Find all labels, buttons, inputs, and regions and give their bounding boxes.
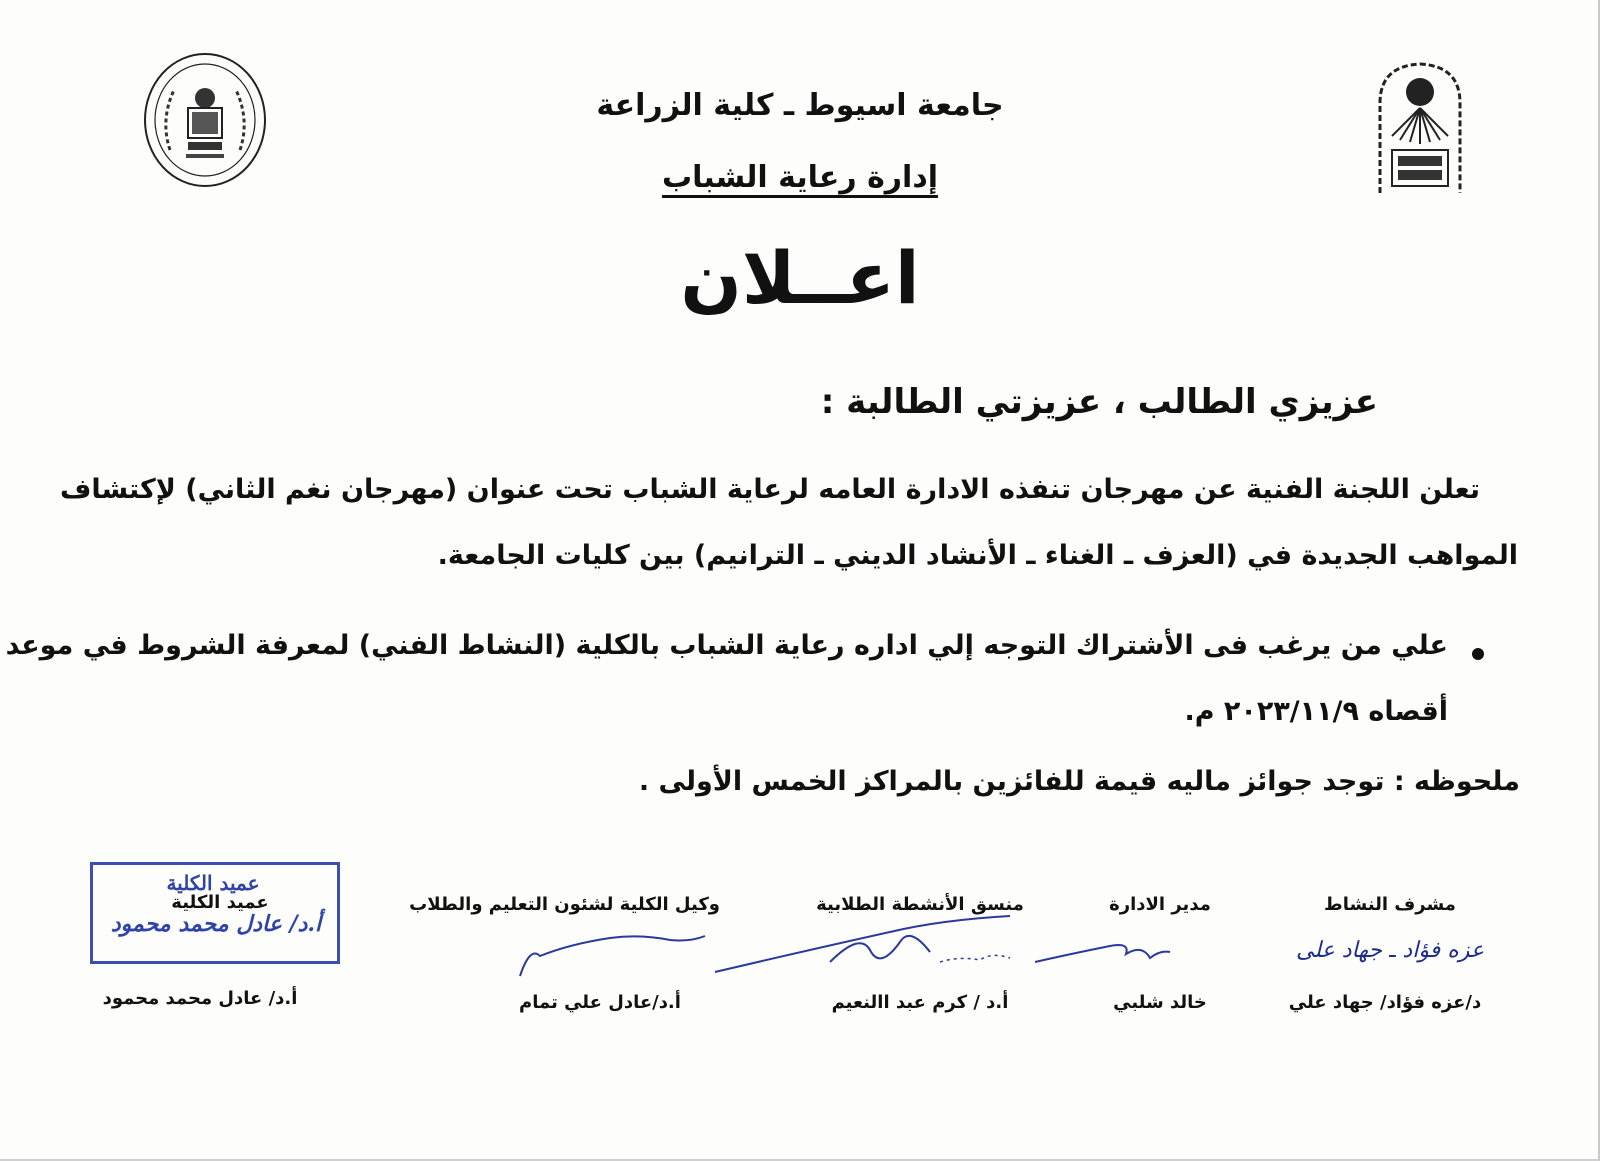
- dean-stamp: [90, 862, 340, 964]
- paragraph-line-1: تعلن اللجنة الفنية عن مهرجان تنفذه الادارة العامه لرعاية الشباب تحت عنوان (مهرجان نغم الثاني) لإكتشاف: [60, 474, 1480, 505]
- stamp-line-1: عميد الكلية: [166, 871, 260, 895]
- announcement-title: اعــلان: [680, 236, 920, 320]
- signature-name-activities-coordinator: أ.د / كرم عبد االنعيم: [831, 992, 1009, 1013]
- signature-scribble-coordinator: [710, 912, 1040, 982]
- assiut-university-logo: [1370, 58, 1470, 198]
- signature-scribble-vice-dean: [510, 926, 710, 986]
- department-heading: إدارة رعاية الشباب: [661, 160, 939, 195]
- note-line: ملحوظه : توجد جوائز ماليه قيمة للفائزين بالمراكز الخمس الأولى .: [638, 766, 1520, 797]
- signature-name-activity-supervisor: د/عزه فؤاد/ جهاد علي: [1288, 992, 1482, 1013]
- stamp-line-2: أ.د/ عادل محمد محمود: [110, 911, 322, 937]
- signature-title-dean: عميد الكلية: [171, 892, 269, 913]
- handwritten-signature-activity-supervisor: عزه فؤاد ـ جهاد على: [1296, 938, 1484, 963]
- paragraph-line-2: المواهب الجديدة في (العزف ـ الغناء ـ الأنشاد الديني ـ الترانيم) بين كليات الجامعة.: [437, 540, 1518, 571]
- signature-title-activity-supervisor: مشرف النشاط: [1324, 894, 1456, 915]
- signature-name-dean: أ.د/ عادل محمد محمود: [102, 988, 298, 1009]
- bullet-line-1: علي من يرغب فى الأشتراك التوجه إلي اداره رعاية الشباب بالكلية (النشاط الفني) لمعرفة الشروط في موعد: [5, 630, 1448, 661]
- bullet-line-2: أقصاه ٢٠٢٣/١١/٩ م.: [1184, 696, 1448, 727]
- greeting-line: عزيزي الطالب ، عزيزتي الطالبة :: [820, 382, 1378, 422]
- signature-title-activities-coordinator: منسق الأنشطة الطلابية: [816, 894, 1024, 915]
- signature-name-vice-dean: أ.د/عادل علي تمام: [519, 992, 681, 1013]
- bullet-icon: [1472, 648, 1484, 660]
- signature-title-vice-dean: وكيل الكلية لشئون التعليم والطلاب: [409, 894, 720, 915]
- signature-scribble-manager: [1030, 932, 1200, 972]
- signature-name-department-manager: خالد شلبي: [1113, 992, 1207, 1013]
- signature-title-department-manager: مدير الادارة: [1109, 894, 1211, 915]
- faculty-seal-logo: [140, 50, 270, 190]
- university-heading: جامعة اسيوط ـ كلية الزراعة: [596, 88, 1004, 123]
